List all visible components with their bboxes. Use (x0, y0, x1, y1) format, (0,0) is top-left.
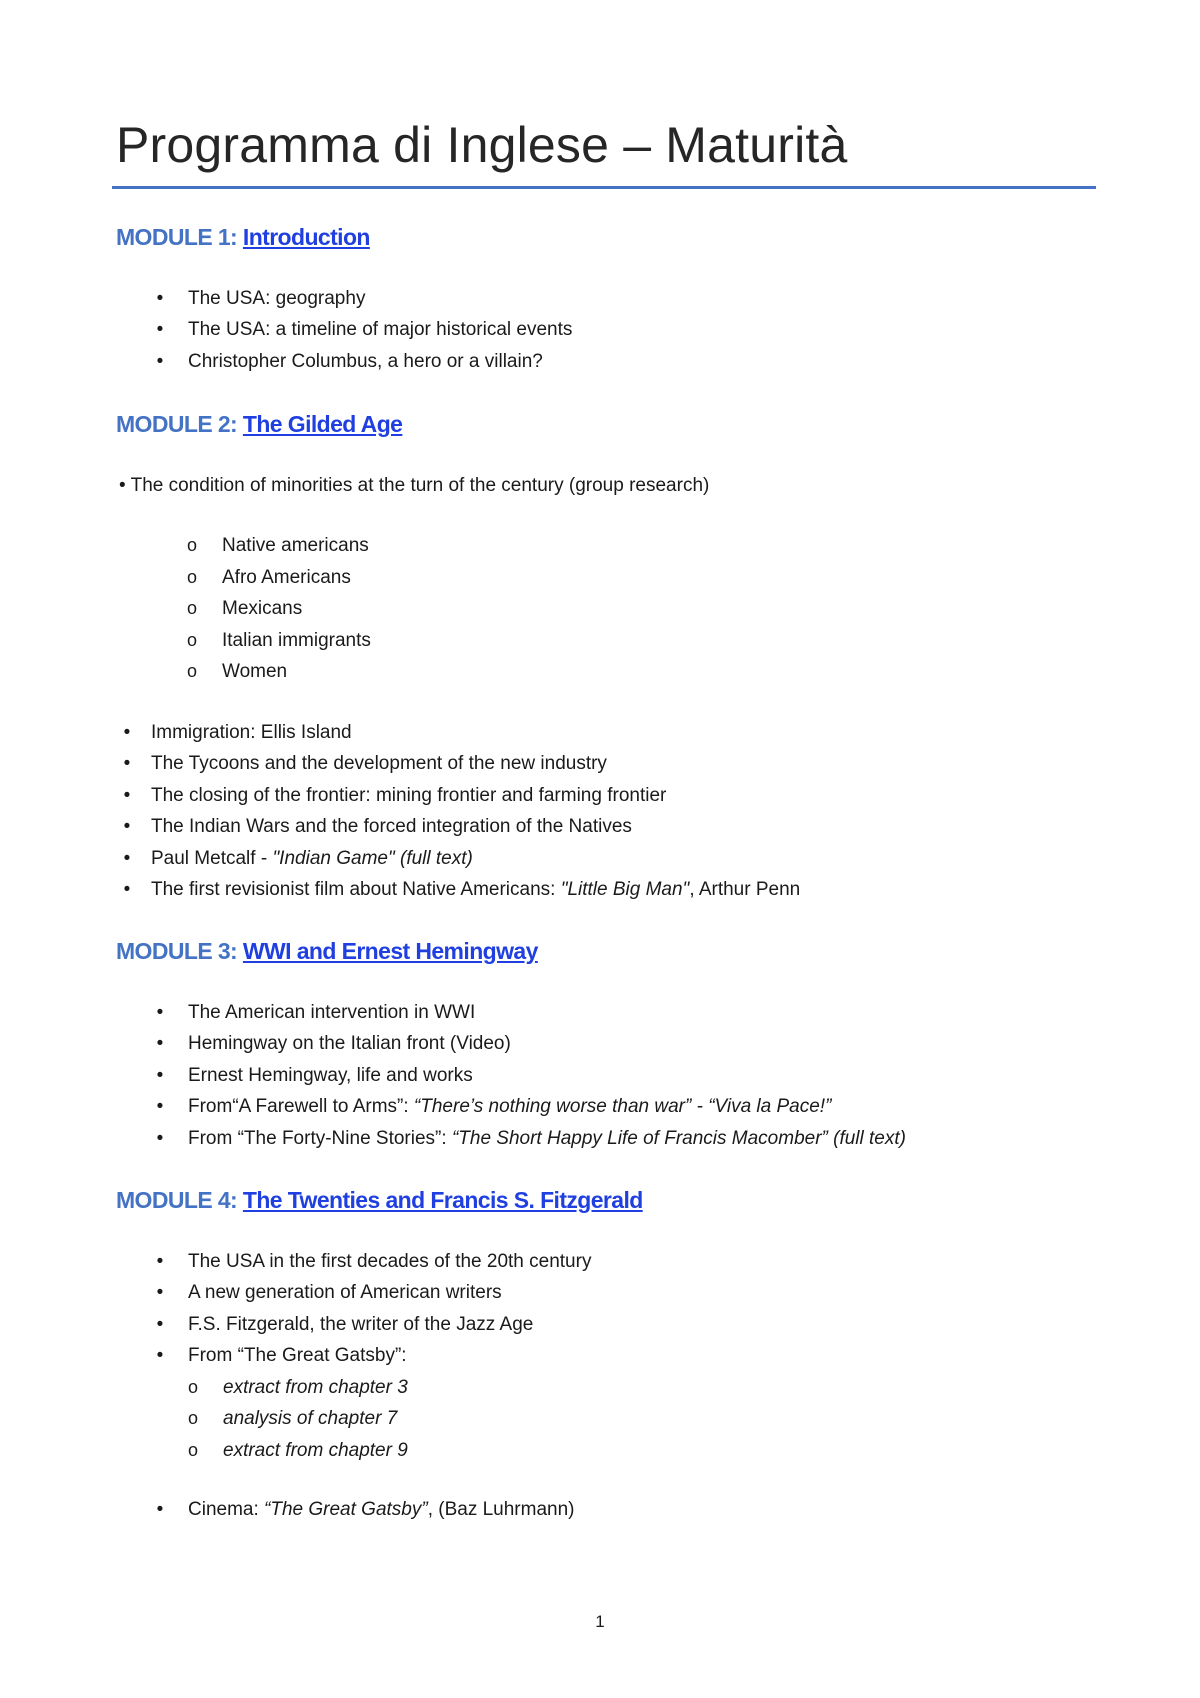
metcalf-author: Paul Metcalf - (151, 848, 273, 869)
page-number: 1 (595, 1612, 605, 1631)
module-1-link[interactable]: Introduction (242, 224, 370, 250)
module-2-heading (116, 411, 402, 438)
module-1-item: Christopher Columbus, a hero or a villain? (188, 351, 543, 372)
film-director: , Arthur Penn (689, 879, 801, 900)
module-2-metcalf-item (151, 848, 473, 870)
module-3-heading (116, 938, 538, 965)
module-4-item: A new generation of American writers (188, 1282, 502, 1303)
cinema-director: , (Baz Luhrmann) (427, 1499, 575, 1520)
module-3-item: The American intervention in WWI (188, 1002, 476, 1023)
module-2-sub-item: Mexicans (222, 598, 303, 619)
metcalf-title: "Indian Game" (full text) (272, 848, 473, 869)
bullet-icon: • (156, 1282, 164, 1303)
module-4-item: F.S. Fitzgerald, the writer of the Jazz Age (188, 1314, 534, 1335)
module-3-link[interactable]: WWI and Ernest Hemingway (242, 938, 538, 964)
sub-bullet-icon: o (186, 661, 197, 681)
module-3-item: Hemingway on the Italian front (Video) (188, 1033, 511, 1054)
module-4-item: From “The Great Gatsby”: (188, 1345, 407, 1366)
bullet-icon: • (156, 1002, 164, 1023)
module-3-stories-item (188, 1128, 906, 1150)
bullet-icon: • (123, 816, 131, 837)
bullet-icon: • (156, 351, 164, 372)
cinema-title: “The Great Gatsby” (264, 1499, 428, 1520)
bullet-icon: • (156, 1314, 164, 1335)
module-4-sub-item: extract from chapter 9 (223, 1440, 408, 1461)
module-2-sub-item: Women (222, 661, 288, 682)
bullet-icon: • (123, 722, 131, 743)
bullet-icon: • (156, 1345, 164, 1366)
module-2-sub-item: Native americans (222, 535, 369, 556)
sub-bullet-icon: o (187, 1377, 198, 1397)
bullet-icon: • (123, 753, 131, 774)
module-2-item: The Indian Wars and the forced integration of the Natives (151, 816, 632, 837)
sub-bullet-icon: o (187, 1440, 198, 1460)
module-2-item: Immigration: Ellis Island (151, 722, 352, 743)
sub-bullet-icon: o (186, 598, 197, 618)
module-2-sub-item: Italian immigrants (222, 630, 371, 651)
module-4-cinema-item (188, 1499, 575, 1521)
module-1-prefix: MODULE 1: (116, 224, 238, 250)
module-4-prefix: MODULE 4: (116, 1187, 238, 1213)
module-2-item: The closing of the frontier: mining frontier and farming frontier (151, 785, 667, 806)
module-1-item: The USA: a timeline of major historical events (188, 319, 573, 340)
module-2-sub-item: Afro Americans (222, 567, 351, 588)
module-2-intro-text: The condition of minorities at the turn of the century (group research) (130, 475, 710, 496)
module-3-prefix: MODULE 3: (116, 938, 238, 964)
sub-bullet-icon: o (186, 535, 197, 555)
sub-bullet-icon: o (186, 567, 197, 587)
stories-source: From “The Forty-Nine Stories”: (188, 1128, 452, 1149)
module-1-item: The USA: geography (188, 288, 366, 309)
bullet-icon: • (119, 475, 126, 496)
module-2-prefix: MODULE 2: (116, 411, 238, 437)
page-title: Programma di Inglese – Maturità (116, 117, 848, 173)
bullet-icon: • (123, 879, 131, 900)
module-3-farewell-item (188, 1096, 831, 1118)
module-2-item: The Tycoons and the development of the new industry (151, 753, 607, 774)
farewell-source: From“A Farewell to Arms”: (188, 1096, 414, 1117)
module-4-heading (116, 1187, 643, 1214)
film-title: "Little Big Man" (560, 879, 690, 900)
sub-bullet-icon: o (186, 630, 197, 650)
stories-title: “The Short Happy Life of Francis Macomber” (full text) (451, 1128, 906, 1149)
title-underline-rule (112, 186, 1096, 189)
module-1-heading (116, 224, 370, 251)
film-intro: The first revisionist film about Native Americans: (151, 879, 561, 900)
module-2-intro (119, 475, 709, 497)
module-4-sub-item: analysis of chapter 7 (223, 1408, 398, 1429)
bullet-icon: • (156, 319, 164, 340)
bullet-icon: • (156, 1128, 164, 1149)
bullet-icon: • (156, 1065, 164, 1086)
module-2-film-item (151, 879, 800, 901)
module-4-sub-item: extract from chapter 3 (223, 1377, 408, 1398)
module-4-item: The USA in the first decades of the 20th century (188, 1251, 592, 1272)
bullet-icon: • (123, 848, 131, 869)
farewell-quotes: “There’s nothing worse than war” - “Viva la Pace!” (413, 1096, 832, 1117)
cinema-label: Cinema: (188, 1499, 265, 1520)
sub-bullet-icon: o (187, 1408, 198, 1428)
bullet-icon: • (156, 288, 164, 309)
bullet-icon: • (156, 1499, 164, 1520)
bullet-icon: • (156, 1251, 164, 1272)
module-4-link[interactable]: The Twenties and Francis S. Fitzgerald (242, 1187, 643, 1213)
bullet-icon: • (156, 1033, 164, 1054)
bullet-icon: • (123, 785, 131, 806)
module-2-link[interactable]: The Gilded Age (242, 411, 403, 437)
module-3-item: Ernest Hemingway, life and works (188, 1065, 473, 1086)
bullet-icon: • (156, 1096, 164, 1117)
